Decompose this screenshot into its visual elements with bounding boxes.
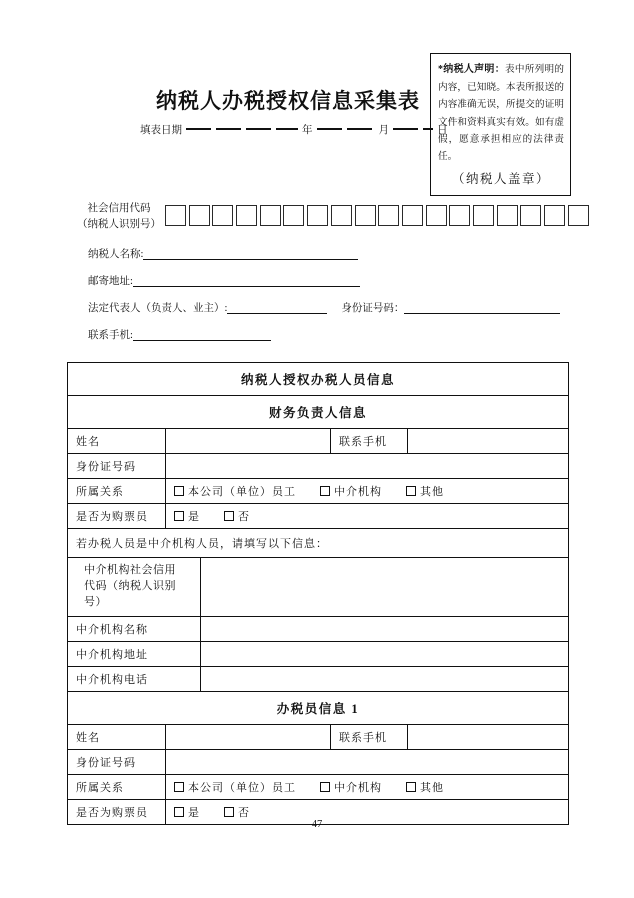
code-box[interactable]	[212, 205, 233, 226]
contact-mobile-blank[interactable]	[133, 328, 271, 341]
intermediary-phone-input-cell[interactable]	[200, 667, 568, 691]
taxpayer-name-row	[88, 246, 358, 261]
code-box[interactable]	[426, 205, 447, 226]
agency-checkbox[interactable]	[320, 782, 330, 792]
intermediary-phone-label: 中介机构电话	[76, 673, 148, 686]
intermediary-code-label-text: 中介机构社会信用代码（纳税人识别号）	[84, 564, 176, 608]
code-box[interactable]	[236, 205, 257, 226]
code-box[interactable]	[283, 205, 304, 226]
table-main-header-row	[68, 363, 568, 395]
code-box[interactable]	[165, 205, 186, 226]
handler-id-row	[68, 749, 568, 774]
yes-option-label: 是	[188, 511, 200, 523]
ticket-label: 是否为购票员	[76, 806, 148, 819]
ticket-options-cell	[165, 504, 568, 528]
handler-section-header-row	[68, 691, 568, 724]
intermediary-name-row	[68, 616, 568, 641]
taxpayer-name-label: 纳税人名称:	[88, 249, 144, 260]
table-main-header: 纳税人授权办税人员信息	[240, 373, 395, 387]
legal-rep-blank[interactable]	[227, 301, 327, 314]
handler-name-row	[68, 724, 568, 749]
code-box[interactable]	[189, 205, 210, 226]
intermediary-code-label	[68, 558, 200, 616]
credit-code-boxes	[165, 205, 589, 226]
ticket-label: 是否为购票员	[76, 511, 148, 523]
handler-relation-row	[68, 774, 568, 799]
declaration-heading: *纳税人声明：	[438, 64, 506, 75]
code-box[interactable]	[378, 205, 399, 226]
code-box[interactable]	[307, 205, 328, 226]
page-title: 纳税人办税授权信息采集表	[156, 89, 420, 113]
other-option-label: 其他	[420, 781, 444, 794]
code-box[interactable]	[568, 205, 589, 226]
intermediary-code-row	[68, 557, 568, 616]
name-label: 姓名	[76, 731, 100, 744]
date-month-blank[interactable]	[317, 128, 375, 130]
relation-label: 所属关系	[76, 781, 124, 794]
intermediary-code-input-cell[interactable]	[200, 558, 568, 616]
code-box[interactable]	[497, 205, 518, 226]
intermediary-name-label: 中介机构名称	[76, 623, 148, 636]
cfo-section-header: 财务负责人信息	[268, 406, 367, 420]
code-box[interactable]	[544, 205, 565, 226]
contact-mobile-label: 联系手机:	[88, 330, 133, 341]
code-box[interactable]	[355, 205, 376, 226]
id-label: 身份证号码	[76, 461, 136, 473]
code-box[interactable]	[520, 205, 541, 226]
mobile-input-cell[interactable]	[407, 725, 568, 749]
relation-options-cell	[165, 775, 568, 799]
credit-code-label	[74, 201, 164, 233]
mailing-address-blank[interactable]	[133, 274, 360, 287]
taxpayer-declaration-box	[430, 53, 571, 196]
relation-options-cell	[165, 479, 568, 503]
yes-checkbox[interactable]	[174, 807, 184, 817]
other-option-label: 其他	[420, 486, 444, 498]
mailing-address-label: 邮寄地址:	[88, 276, 133, 287]
credit-code-label-line2: （纳税人识别号）	[77, 218, 161, 230]
date-day-blank[interactable]	[393, 128, 433, 130]
authorization-table	[67, 362, 569, 825]
code-box[interactable]	[260, 205, 281, 226]
code-box[interactable]	[473, 205, 494, 226]
intermediary-address-row	[68, 641, 568, 666]
cfo-relation-row	[68, 478, 568, 503]
id-number-label: 身份证号码：	[341, 303, 405, 314]
no-checkbox[interactable]	[224, 511, 234, 521]
code-box[interactable]	[449, 205, 470, 226]
mobile-label: 联系手机	[330, 429, 407, 453]
intermediary-note-row	[68, 528, 568, 557]
other-checkbox[interactable]	[406, 486, 416, 496]
name-input-cell[interactable]	[165, 429, 330, 453]
relation-option-agency	[320, 483, 382, 499]
month-label: 月	[378, 125, 389, 136]
mobile-input-cell[interactable]	[407, 429, 568, 453]
cfo-name-row	[68, 428, 568, 453]
date-year-blank[interactable]	[186, 128, 298, 130]
relation-option-other	[406, 779, 444, 795]
mobile-label: 联系手机	[330, 725, 407, 749]
intermediary-note: 若办税人员是中介机构人员，请填写以下信息：	[76, 538, 328, 550]
relation-option-other	[406, 483, 444, 499]
other-checkbox[interactable]	[406, 782, 416, 792]
intermediary-name-input-cell[interactable]	[200, 617, 568, 641]
taxpayer-name-blank[interactable]	[143, 247, 358, 260]
no-option-label: 否	[238, 511, 250, 523]
day-label: 日	[437, 125, 448, 136]
intermediary-phone-row	[68, 666, 568, 691]
intermediary-address-input-cell[interactable]	[200, 642, 568, 666]
name-input-cell[interactable]	[165, 725, 330, 749]
yes-option-label: 是	[188, 806, 200, 819]
relation-option-employee	[174, 779, 296, 795]
code-box[interactable]	[331, 205, 352, 226]
code-box[interactable]	[402, 205, 423, 226]
form-date-label: 填表日期	[140, 125, 182, 136]
agency-option-label: 中介机构	[334, 486, 382, 498]
declaration-text	[438, 61, 564, 165]
relation-label: 所属关系	[76, 486, 124, 498]
legal-rep-label: 法定代表人（负责人、业主）:	[88, 303, 228, 314]
cfo-ticket-row	[68, 503, 568, 528]
form-date-line	[140, 122, 448, 137]
employee-checkbox[interactable]	[174, 486, 184, 496]
cfo-id-row	[68, 453, 568, 478]
relation-option-employee	[174, 483, 296, 499]
taxpayer-seal-label: （纳税人盖章）	[451, 172, 550, 187]
credit-code-label-line1: 社会信用代码	[87, 203, 151, 214]
employee-checkbox[interactable]	[174, 782, 184, 792]
declaration-body: 表中所列明的内容，已知晓。本表所报送的内容准确无误，所提交的证明文件和资料真实有效。如有虚假，愿意承担相应的法律责任。	[438, 64, 565, 163]
id-input-cell[interactable]	[165, 750, 568, 774]
agency-option-label: 中介机构	[334, 781, 382, 794]
relation-option-agency	[320, 779, 382, 795]
page-number: 47	[311, 819, 323, 830]
ticket-option-no	[224, 804, 250, 820]
employee-option-label: 本公司（单位）员工	[188, 486, 296, 498]
id-number-blank[interactable]	[404, 301, 560, 314]
contact-mobile-row	[88, 327, 271, 342]
id-label: 身份证号码	[76, 756, 136, 769]
mailing-address-row	[88, 273, 360, 288]
no-option-label: 否	[238, 806, 250, 819]
no-checkbox[interactable]	[224, 807, 234, 817]
year-label: 年	[302, 125, 313, 136]
ticket-option-yes	[174, 804, 200, 820]
id-input-cell[interactable]	[165, 454, 568, 478]
name-label: 姓名	[76, 436, 100, 448]
employee-option-label: 本公司（单位）员工	[188, 781, 296, 794]
cfo-section-header-row	[68, 395, 568, 428]
ticket-option-no	[224, 508, 250, 524]
agency-checkbox[interactable]	[320, 486, 330, 496]
intermediary-address-label: 中介机构地址	[76, 648, 148, 661]
legal-rep-row	[88, 300, 560, 315]
yes-checkbox[interactable]	[174, 511, 184, 521]
handler-section-header: 办税员信息 1	[276, 701, 360, 716]
ticket-option-yes	[174, 508, 200, 524]
